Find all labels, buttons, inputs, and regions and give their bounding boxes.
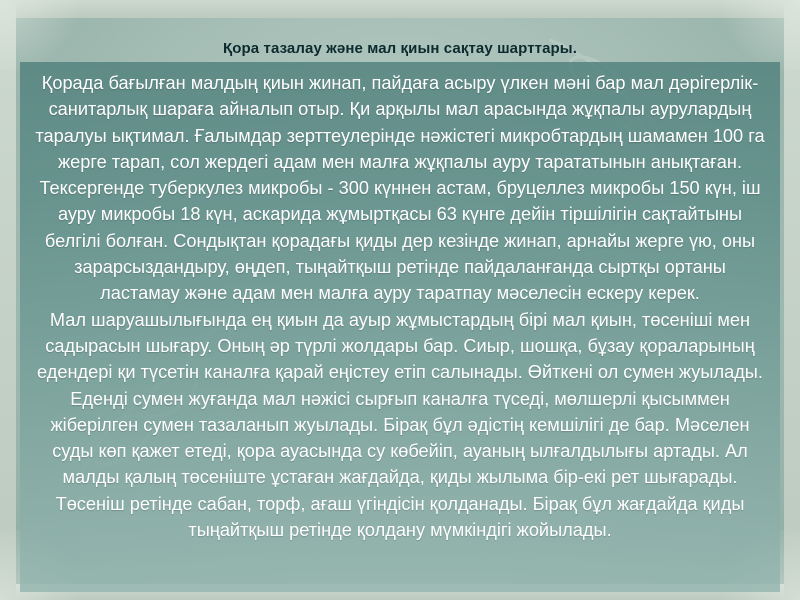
decorative-frame-top [0,0,800,18]
decorative-frame-right [784,0,800,600]
decorative-corner-top-right [710,0,800,70]
body-paragraph-1: Қорада бағылған малдың қиын жинап, пайдаға асыру үлкен мәні бар мал дәрігерлік-санитарлық шараға айналып отыр. Қи арқылы мал арасында жұқпалы аурулардың таралуы ықтимал. Ғалымдар зерттеулерінде нәжістегі микробтардың шамамен 100 га жерге тарап, сол жердегі адам мен малға жұқпалы ауру тарататынын анықтаған. Тексергенде туберкулез микробы - 300 күннен астам, бруцеллез микробы 150 күн, іш ауру микробы 18 күн, аскарида жұмыртқасы 63 күнге дейін тіршілігін сақтайтыны белгілі болған. Сондықтан қорадағы қиды дер кезінде жинап, арнайы жерге үю, оны зарарсыздандыру, өңдеп, тыңайтқыш ретінде пайдаланғанда сыртқы ортаны ластамау және адам мен малға ауру таратпау мәселесін ескеру керек. [35,73,770,304]
decorative-corner-top-left [0,0,90,70]
slide-title: Қора тазалау және мал қиын сақтау шарттары. [223,40,577,57]
decorative-frame-left [0,0,16,600]
body-paragraph-2: Мал шаруашылығында ең қиын да ауыр жұмыстардың бірі мал қиын, төсеніші мен садырасын шығару. Оның әр түрлі жолдары бар. Сиыр, шошқа, бұзау қораларының едендері қи түсетін каналға қарай еңістеу етіп салынады. Өйткені ол сумен жуылады. Еденді сумен жуғанда мал нәжісі сырғып каналға түседі, мөлшерлі қысыммен жіберілген сумен тазаланып жуылады. Бірақ бұл әдістің кемшілігі де бар. Мәселен суды көп қажет етеді, қора ауасында су көбейіп, ауаның ылғалдылығы артады. Ал малды қалың төсеніште ұстаған жағдайда, қиды жылыма бір-екі рет шығарады. Төсеніш ретінде сабан, торф, ағаш үгіндісін қолданады. Бірақ бұл жағдайда қиды тыңайтқыш ретінде қолдану мүмкіндігі жойылады. [37,309,768,541]
content-panel [20,62,780,592]
